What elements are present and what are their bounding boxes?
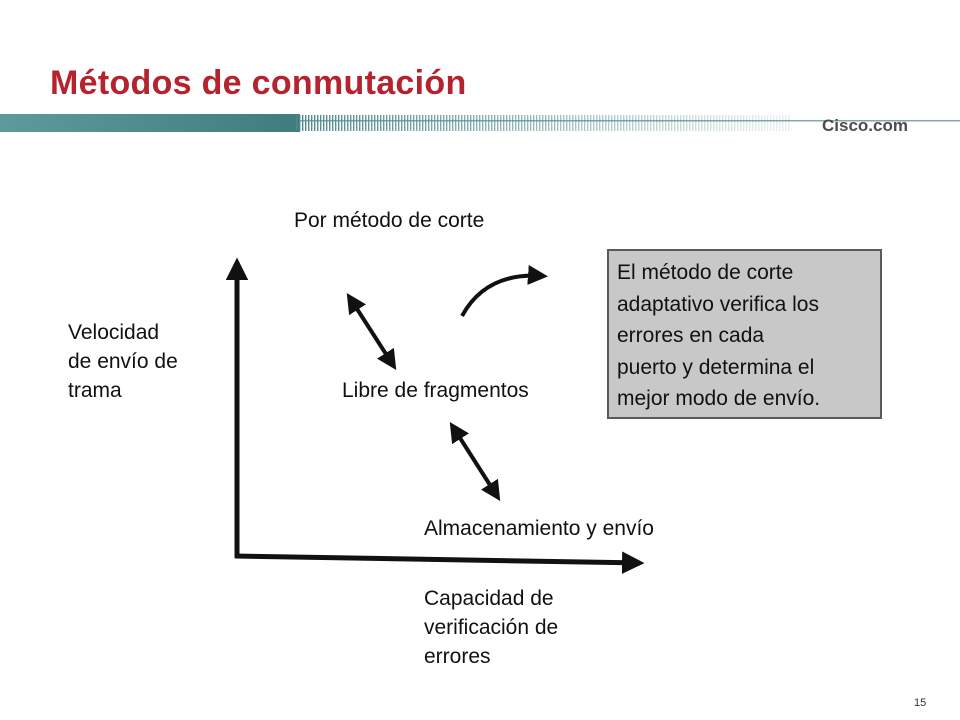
brand-logo: Cisco.com (822, 116, 908, 135)
adaptive-note-box: El método de corte adaptativo verifica los errores en cada puerto y determina el mejor modo de envío. (607, 249, 882, 419)
double-arrow-upper (350, 298, 393, 365)
method-fragment-free: Libre de fragmentos (342, 379, 529, 402)
y-axis-label: Velocidad de envío de trama (68, 321, 178, 402)
curved-arrow (462, 276, 542, 316)
page-number: 15 (914, 697, 927, 709)
double-arrow-lower (453, 427, 497, 496)
x-axis (235, 556, 640, 563)
slide-title: Métodos de conmutación (50, 64, 467, 102)
x-axis-label: Capacidad de verificación de errores (424, 587, 559, 668)
method-cut-through: Por método de corte (294, 209, 485, 232)
method-store-and-forward: Almacenamiento y envío (424, 517, 654, 540)
